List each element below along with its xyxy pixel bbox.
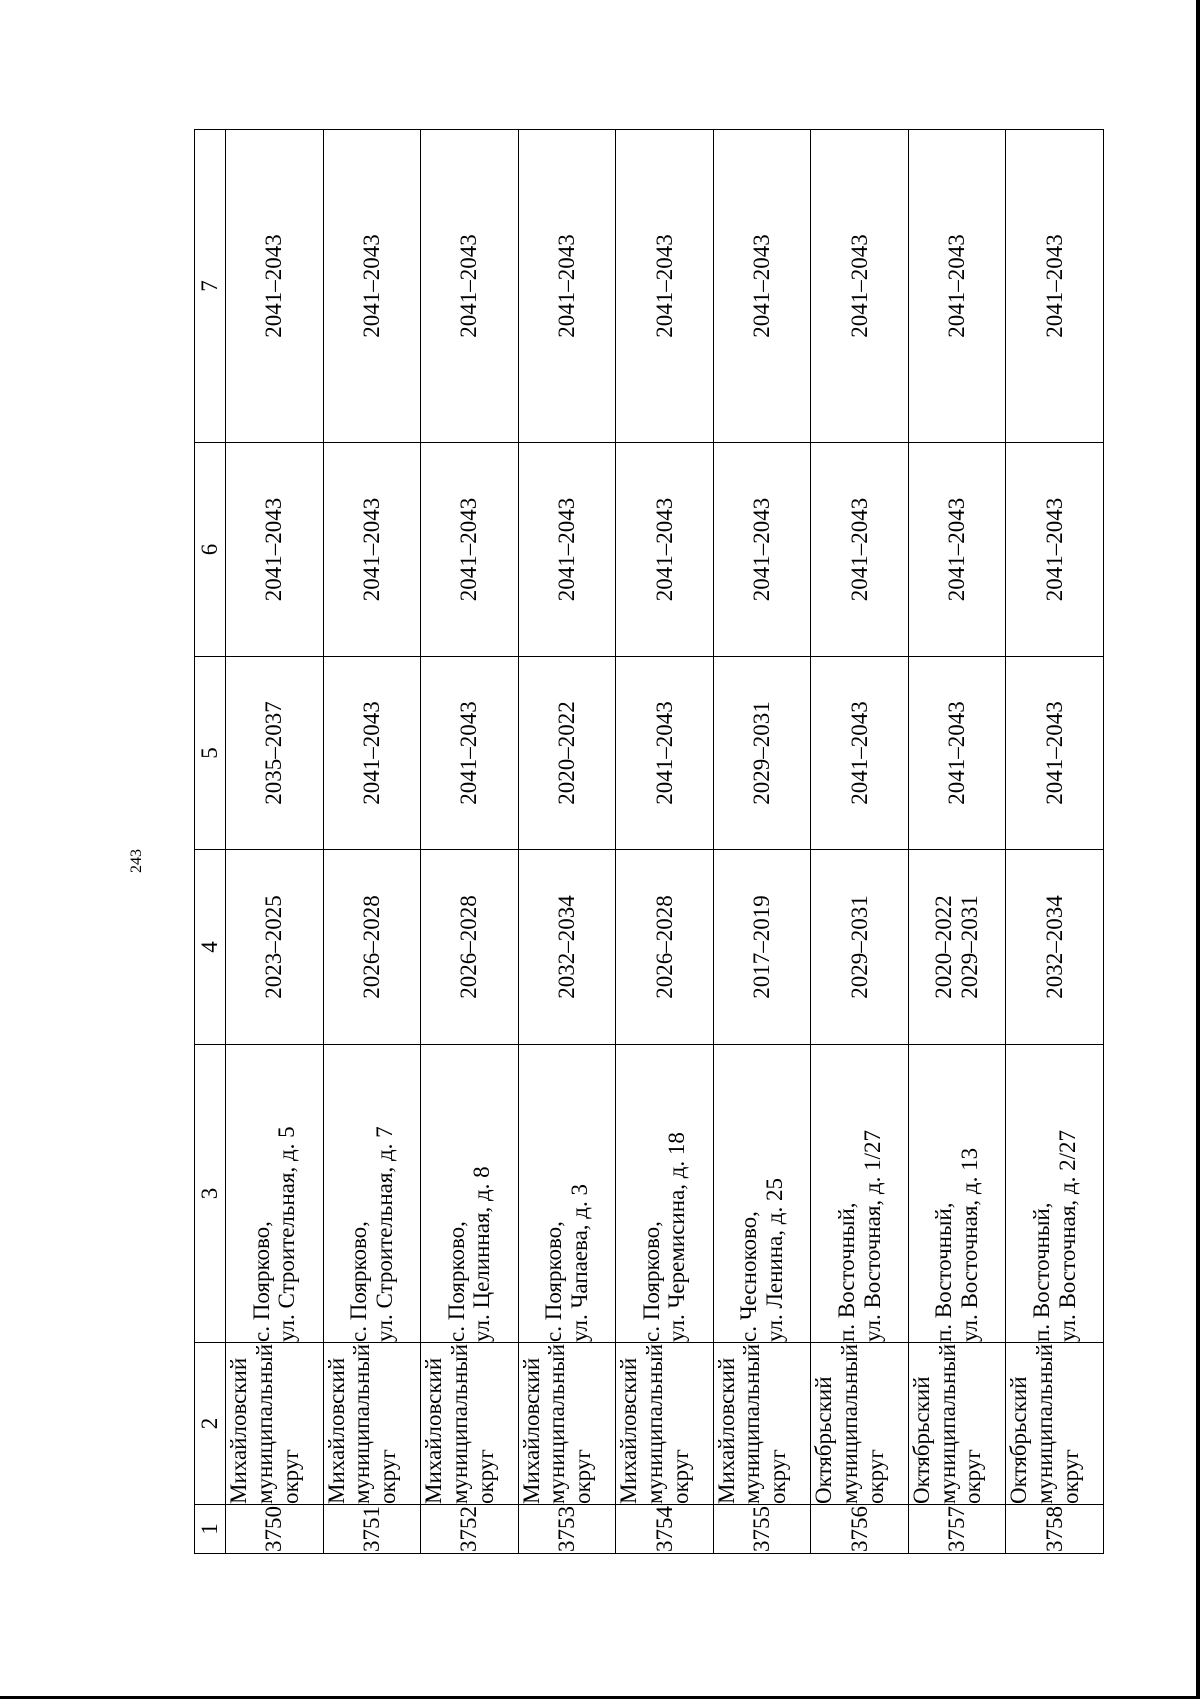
period-cell: 2041–2043 [811,443,909,657]
column-header: 1 [195,1505,226,1554]
period-cell: 2032–2034 [518,850,616,1045]
district-cell: Октябрьский муниципальный округ [908,1343,1006,1505]
column-header: 4 [195,850,226,1045]
table-row [1006,130,1104,1554]
address-cell: с. Поярково, ул. Черемисина, д. 18 [616,1045,714,1343]
row-number-cell: 3754 [616,1505,714,1554]
district-cell: Октябрьский муниципальный округ [811,1343,909,1505]
period-cell: 2041–2043 [908,443,1006,657]
page-edge-right [1196,0,1200,1699]
address-cell: с. Поярково, ул. Строительная, д. 7 [323,1045,421,1343]
period-cell: 2041–2043 [1006,130,1104,443]
period-cell: 2026–2028 [421,850,519,1045]
district-cell: Михайловский муниципальный округ [713,1343,811,1505]
district-cell: Октябрьский муниципальный округ [1006,1343,1104,1505]
period-cell: 2041–2043 [323,443,421,657]
period-cell: 2041–2043 [421,443,519,657]
period-cell: 2032–2034 [1006,850,1104,1045]
period-cell: 2041–2043 [811,657,909,850]
column-header: 7 [195,130,226,443]
column-header: 6 [195,443,226,657]
table-row [616,130,714,1554]
period-cell: 2041–2043 [811,130,909,443]
row-number-cell: 3751 [323,1505,421,1554]
address-cell: с. Поярково, ул. Строительная, д. 5 [226,1045,324,1343]
district-cell: Михайловский муниципальный округ [616,1343,714,1505]
period-cell: 2026–2028 [616,850,714,1045]
period-cell: 2035–2037 [226,657,324,850]
table-row [713,130,811,1554]
table-row [811,130,909,1554]
page-number [127,848,145,873]
row-number-cell: 3755 [713,1505,811,1554]
row-number-cell: 3753 [518,1505,616,1554]
period-cell: 2041–2043 [421,130,519,443]
period-cell: 2041–2043 [713,443,811,657]
column-header: 2 [195,1343,226,1505]
address-cell: с. Поярково, ул. Целинная, д. 8 [421,1045,519,1343]
period-cell: 2017–2019 [713,850,811,1045]
row-number-cell: 3756 [811,1505,909,1554]
row-number-cell: 3750 [226,1505,324,1554]
period-cell: 2020–2022 2029–2031 [908,850,1006,1045]
period-cell: 2041–2043 [226,130,324,443]
column-header: 5 [195,657,226,850]
district-cell: Михайловский муниципальный округ [421,1343,519,1505]
row-number-cell: 3757 [908,1505,1006,1554]
period-cell: 2041–2043 [323,130,421,443]
row-number-cell: 3752 [421,1505,519,1554]
period-cell: 2041–2043 [713,130,811,443]
table-row [323,130,421,1554]
housing-schedule-table [194,129,1104,1554]
period-cell: 2029–2031 [713,657,811,850]
address-cell: с. Поярково, ул. Чапаева, д. 3 [518,1045,616,1343]
period-cell: 2041–2043 [518,130,616,443]
page-number-text: 243 [127,848,145,873]
period-cell: 2041–2043 [908,130,1006,443]
period-cell: 2023–2025 [226,850,324,1045]
period-cell: 2041–2043 [908,657,1006,850]
period-cell: 2041–2043 [616,657,714,850]
table-row [421,130,519,1554]
period-cell: 2041–2043 [616,130,714,443]
address-cell: п. Восточный, ул. Восточная, д. 1/27 [811,1045,909,1343]
period-cell: 2020–2022 [518,657,616,850]
period-cell: 2026–2028 [323,850,421,1045]
table-container [194,130,1104,1554]
district-cell: Михайловский муниципальный округ [323,1343,421,1505]
district-cell: Михайловский муниципальный округ [518,1343,616,1505]
period-cell: 2041–2043 [226,443,324,657]
period-cell: 2041–2043 [518,443,616,657]
period-cell: 2041–2043 [616,443,714,657]
period-cell: 2041–2043 [323,657,421,850]
period-cell: 2041–2043 [421,657,519,850]
address-cell: с. Чесноково, ул. Ленина, д. 25 [713,1045,811,1343]
table-row [908,130,1006,1554]
address-cell: п. Восточный, ул. Восточная, д. 2/27 [1006,1045,1104,1343]
row-number-cell: 3758 [1006,1505,1104,1554]
table-row [226,130,324,1554]
table-row [518,130,616,1554]
district-cell: Михайловский муниципальный округ [226,1343,324,1505]
period-cell: 2041–2043 [1006,443,1104,657]
period-cell: 2041–2043 [1006,657,1104,850]
table-header-row [195,130,226,1554]
period-cell: 2029–2031 [811,850,909,1045]
column-header: 3 [195,1045,226,1343]
address-cell: п. Восточный, ул. Восточная, д. 13 [908,1045,1006,1343]
